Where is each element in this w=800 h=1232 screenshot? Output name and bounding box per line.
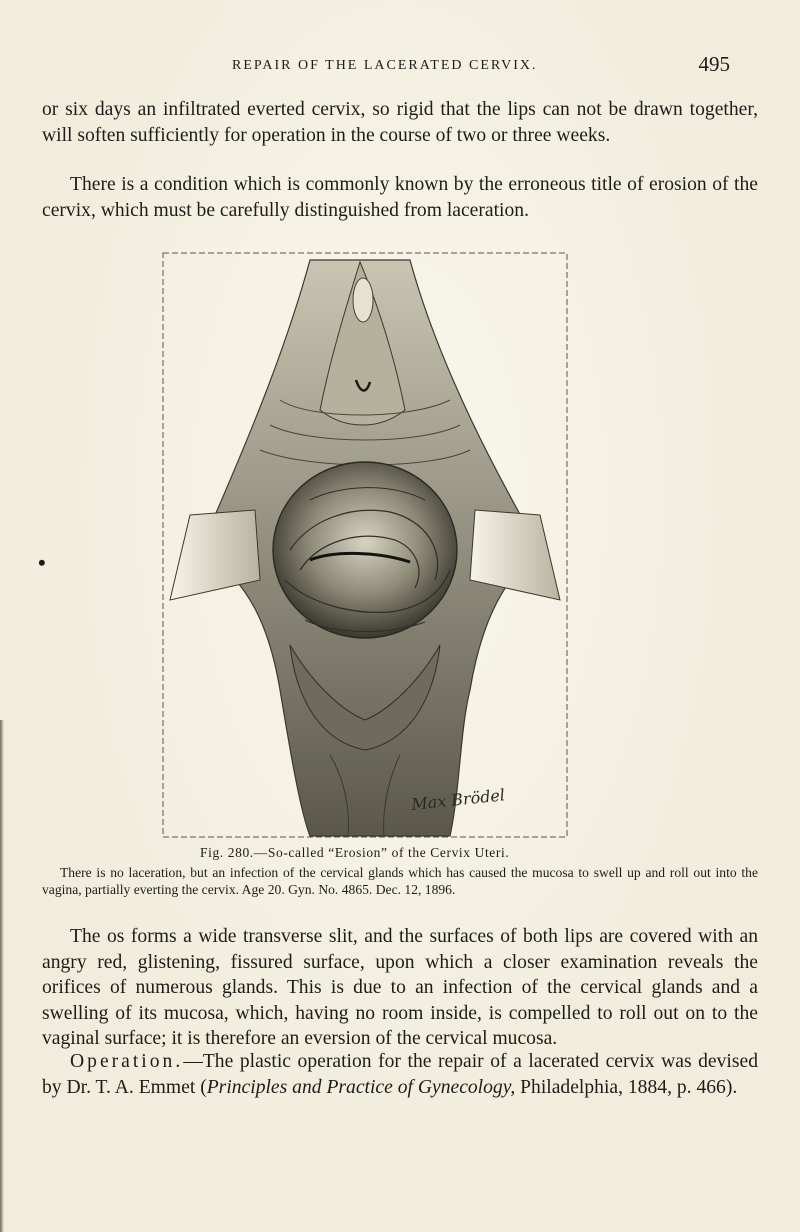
- paragraph-2: There is a condition which is commonly known by the erroneous title of erosion of the cervix, which must be carefully distinguished from laceration.: [42, 174, 758, 221]
- cervix-erosion-drawing: [160, 250, 570, 840]
- paragraph-4: [42, 1049, 758, 1100]
- page-number: 495: [698, 52, 730, 76]
- upper-highlight: [353, 278, 373, 322]
- book-title: Principles and Practice of Gynecology,: [206, 1076, 516, 1098]
- figure-illustration: [160, 250, 570, 840]
- running-head: REPAIR OF THE LACERATED CERVIX.: [232, 58, 538, 73]
- paragraph-4-text-b: Philadelphia, 1884, p. 466).: [515, 1076, 738, 1098]
- operation-heading: Operation.: [70, 1051, 184, 1072]
- page-edge-shadow: [0, 720, 4, 1232]
- figure-label: Fig. 280.—So-called “Erosion” of the Cervix Uteri.: [200, 845, 510, 860]
- paragraph-1: or six days an infiltrated everted cervix, so rigid that the lips can not be drawn together, will soften sufficiently for operation in the course of two or three weeks.: [42, 99, 758, 146]
- margin-mark: •: [38, 550, 46, 575]
- paragraph-4-text-a: —The plastic operation for the repair of a lacerated cervix was devised by Dr. T. A. Emmet (: [42, 1051, 758, 1098]
- paragraph-3: The os forms a wide transverse slit, and the surfaces of both lips are covered with an angry red, glistening, fissured surface, upon which a closer examination reveals the orifices of numerous glands. This is due to an infection of the cervical glands and a swelling of its mucosa, which, having no room inside, is compelled to roll out on to the vaginal surface; it is therefore an eversion of the cervical mucosa.: [42, 926, 758, 1049]
- figure-caption: There is no laceration, but an infection of the cervical glands which has caused the mucosa to swell up and roll out into the vagina, partially everting the cervix. Age 20. Gyn. No. 4865. Dec. 12, 1896.: [42, 865, 758, 897]
- artist-signature: Max Brödel: [410, 785, 506, 814]
